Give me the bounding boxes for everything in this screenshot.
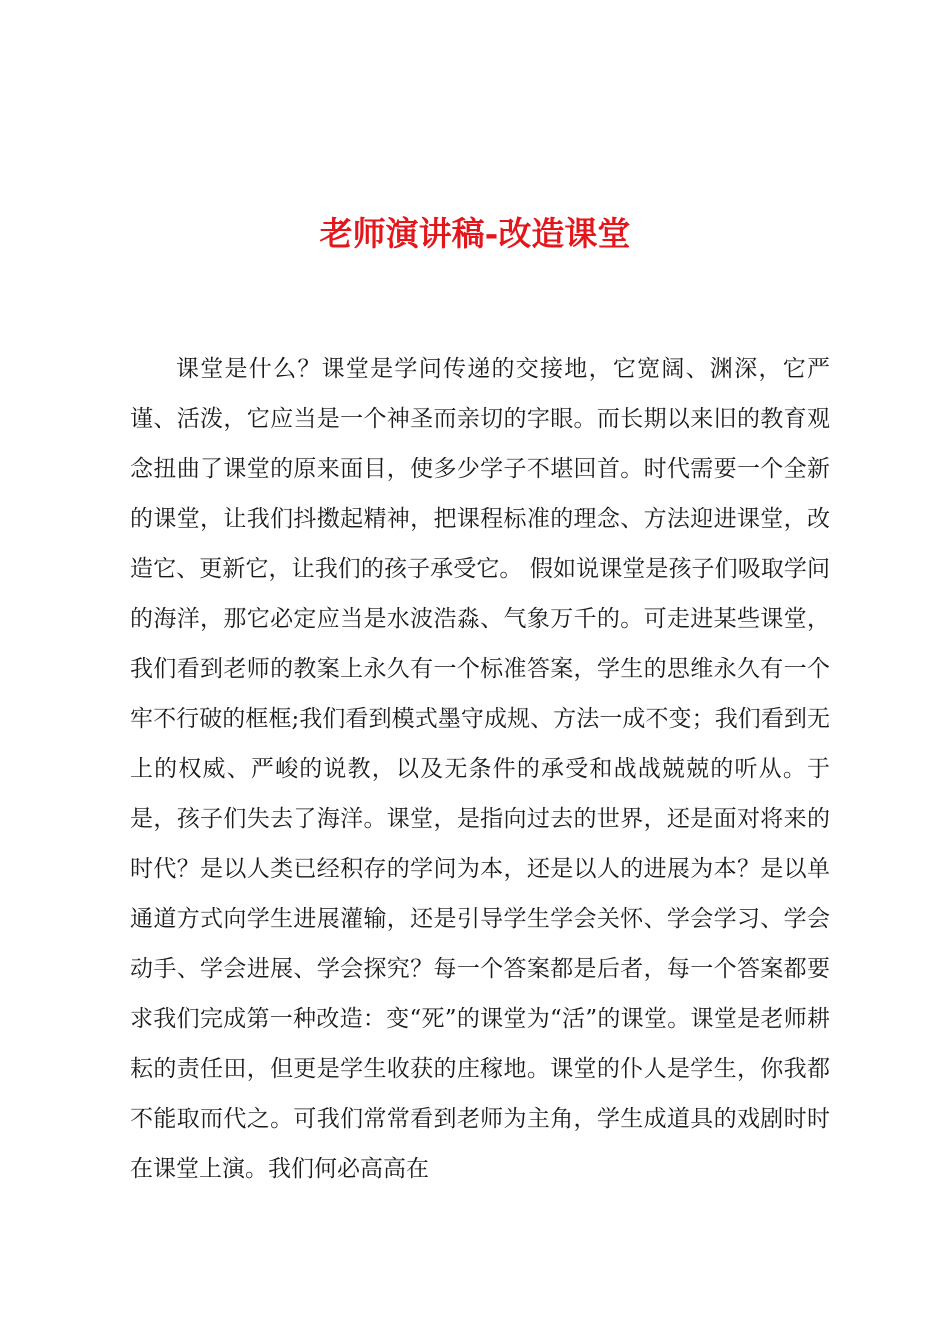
document-title: 老师演讲稿-改造课堂 <box>319 214 631 253</box>
document-body-paragraph: 课堂是什么？课堂是学问传递的交接地，它宽阔、渊深，它严谨、活泼，它应当是一个神圣而亲切的字眼。而长期以来旧的教育观念扭曲了课堂的原来面目，使多少学子不堪回首。时代需要一个全新的课堂，让我们抖擞起精神，把课程标准的理念、方法迎进课堂，改造它、更新它，让我们的孩子承受它。 假如说课堂是孩子们吸取学问的海洋，那它必定应当是水波浩淼、气象万千的。可走进某些课堂，我们看到老师的教案上永久有一个标准答案，学生的思维永久有一个牢不行破的框框;我们看到模式墨守成规、方法一成不变；我们看到无上的权威、严峻的说教，以及无条件的承受和战战兢兢的听从。于是，孩子们失去了海洋。课堂，是指向过去的世界，还是面对将来的时代？是以人类已经积存的学问为本，还是以人的进展为本？是以单通道方式向学生进展灌输，还是引导学生学会关怀、学会学习、学会动手、学会进展、学会探究？每一个答案都是后者，每一个答案都要求我们完成第一种改造：变“死”的课堂为“活”的课堂。课堂是老师耕耘的责任田，但更是学生收获的庄稼地。课堂的仆人是学生，你我都不能取而代之。可我们常常看到老师为主角，学生成道具的戏剧时时在课堂上演。我们何必高高在 <box>130 356 830 1182</box>
